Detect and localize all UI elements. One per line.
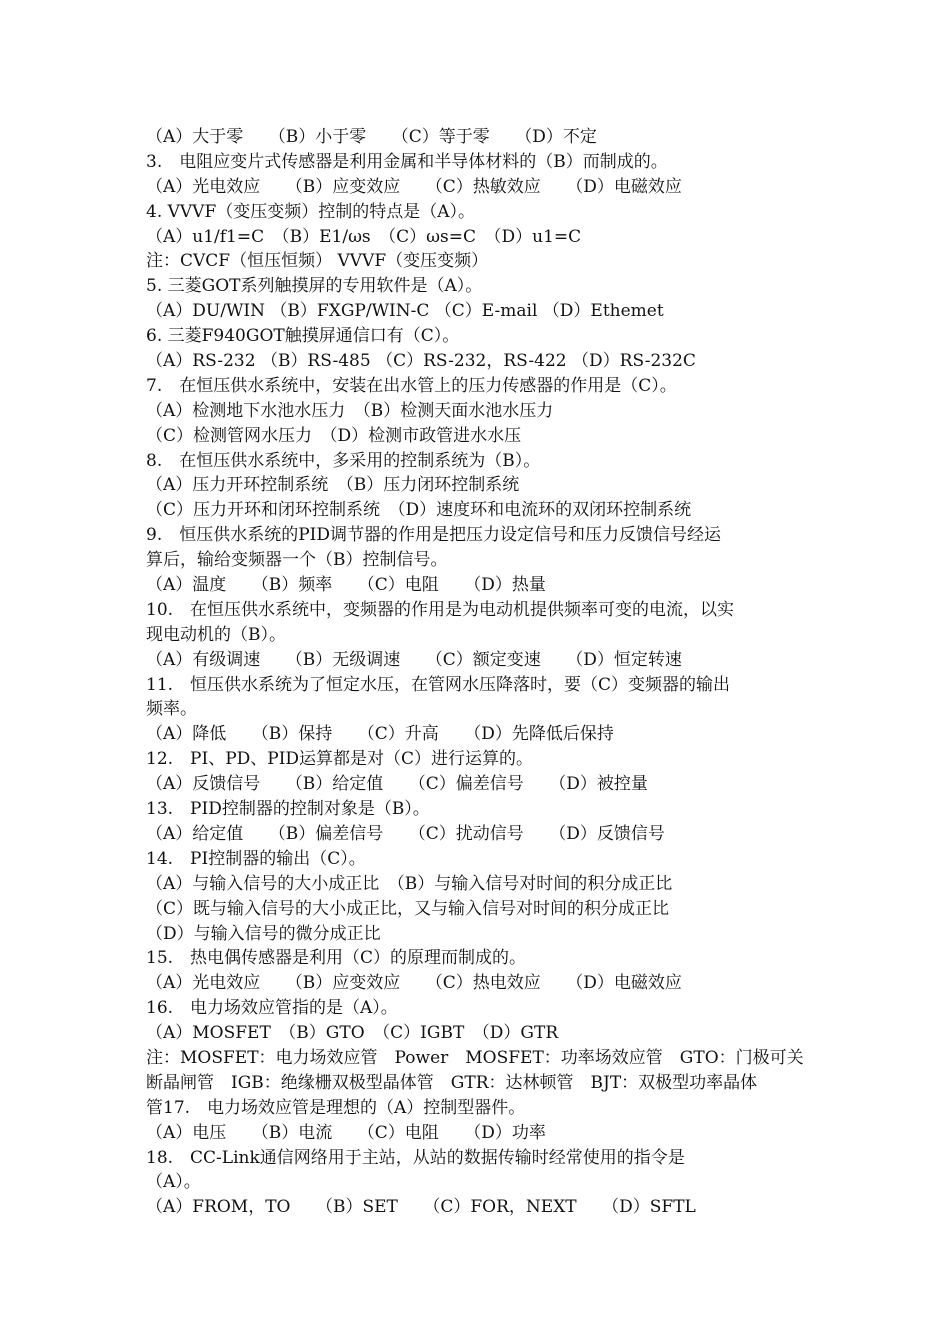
question-10: 10. 在恒压供水系统中，变频器的作用是为电动机提供频率可变的电流，以实 [146, 599, 735, 620]
answer-options-line: （A）u1/f1=C （B）E1/ωs （C）ωs=C （D）u1=C [146, 226, 582, 247]
answer-options-line: （A）给定值 （B）偏差信号 （C）扰动信号 （D）反馈信号 [146, 823, 665, 844]
answer-options-line: （C）既与输入信号的大小成正比，又与输入信号对时间的积分成正比 [146, 898, 670, 919]
question-15: 15. 热电偶传感器是利用（C）的原理而制成的。 [146, 948, 527, 969]
question-10-continued: 现电动机的（B）。 [146, 624, 286, 645]
answer-options-line: （A）与输入信号的大小成正比 （B）与输入信号对时间的积分成正比 [146, 873, 673, 894]
question-11-continued: 频率。 [146, 699, 197, 720]
answer-options-line: （A）DU/WIN （B）FXGP/WIN-C （C）E-mail （D）Ethemet [146, 301, 664, 322]
question-18-continued: （A）。 [146, 1172, 201, 1193]
answer-options-line: （C）检测管网水压力 （D）检测市政管进水水压 [146, 425, 522, 446]
answer-options-line: （A）大于零 （B）小于零 （C）等于零 （D）不定 [146, 127, 597, 147]
note-line: 注：MOSFET：电力场效应管 Power MOSFET：功率场效应管 GTO：门极可关 [146, 1047, 804, 1068]
note-line: 注：CVCF（恒压恒频） VVVF（变压变频） [146, 251, 489, 272]
answer-options-line: （A）检测地下水池水压力 （B）检测天面水池水压力 [146, 400, 554, 421]
question-8: 8. 在恒压供水系统中，多采用的控制系统为（B）。 [146, 450, 541, 471]
question-4: 4. VVVF（变压变频）控制的特点是（A）。 [146, 201, 476, 222]
answer-options-line: （A）MOSFET （B）GTO （C）IGBT （D）GTR [146, 1023, 559, 1044]
answer-options-line: （A）RS-232 （B）RS-485 （C）RS-232，RS-422 （D）RS-232C [146, 351, 696, 372]
question-6: 6. 三菱F940GOT触摸屏通信口有（C）。 [146, 326, 460, 347]
question-18: 18. CC-Link通信网络用于主站，从站的数据传输时经常使用的指令是 [146, 1147, 685, 1168]
answer-options-line: （A）FROM，TO （B）SET （C）FOR，NEXT （D）SFTL [146, 1197, 696, 1218]
question-7: 7. 在恒压供水系统中，安装在出水管上的压力传感器的作用是（C）。 [146, 375, 677, 396]
answer-options-line: （A）降低 （B）保持 （C）升高 （D）先降低后保持 [146, 724, 614, 745]
question-5: 5. 三菱GOT系列触摸屏的专用软件是（A）。 [146, 276, 483, 297]
question-3: 3. 电阻应变片式传感器是利用金属和半导体材料的（B）而制成的。 [146, 151, 668, 172]
question-12: 12. PI、PD、PID运算都是对（C）进行运算的。 [146, 749, 534, 770]
answer-options-line: （A）反馈信号 （B）给定值 （C）偏差信号 （D）被控量 [146, 774, 648, 795]
question-9-continued: 算后，输给变频器一个（B）控制信号。 [146, 550, 448, 571]
question-17: 管17. 电力场效应管是理想的（A）控制型器件。 [146, 1097, 526, 1118]
question-16: 16. 电力场效应管指的是（A）。 [146, 998, 398, 1019]
answer-options-line: （C）压力开环和闭环控制系统 （D）速度环和电流环的双闭环控制系统 [146, 500, 692, 521]
answer-options-line: （A）有级调速 （B）无级调速 （C）额定变速 （D）恒定转速 [146, 649, 682, 670]
answer-options-line: （A）光电效应 （B）应变效应 （C）热电效应 （D）电磁效应 [146, 973, 682, 994]
answer-options-line: （A）温度 （B）频率 （C）电阻 （D）热量 [146, 575, 546, 596]
question-9: 9. 恒压供水系统的PID调节器的作用是把压力设定信号和压力反馈信号经运 [146, 525, 722, 546]
answer-options-line: （A）光电效应 （B）应变效应 （C）热敏效应 （D）电磁效应 [146, 176, 682, 197]
question-13: 13. PID控制器的控制对象是（B）。 [146, 799, 430, 820]
question-14: 14. PI控制器的输出（C）。 [146, 848, 366, 869]
answer-options-line: （A）电压 （B）电流 （C）电阻 （D）功率 [146, 1122, 546, 1143]
question-11: 11. 恒压供水系统为了恒定水压，在管网水压降落时，要（C）变频器的输出 [146, 674, 731, 695]
answer-options-line: （A）压力开环控制系统 （B）压力闭环控制系统 [146, 475, 520, 496]
answer-options-line: （D）与输入信号的微分成正比 [146, 923, 381, 944]
page-body [146, 125, 816, 1220]
note-line-continued: 断晶闸管 IGB：绝缘栅双极型晶体管 GTR：达林顿管 BJT：双极型功率晶体 [146, 1072, 758, 1093]
